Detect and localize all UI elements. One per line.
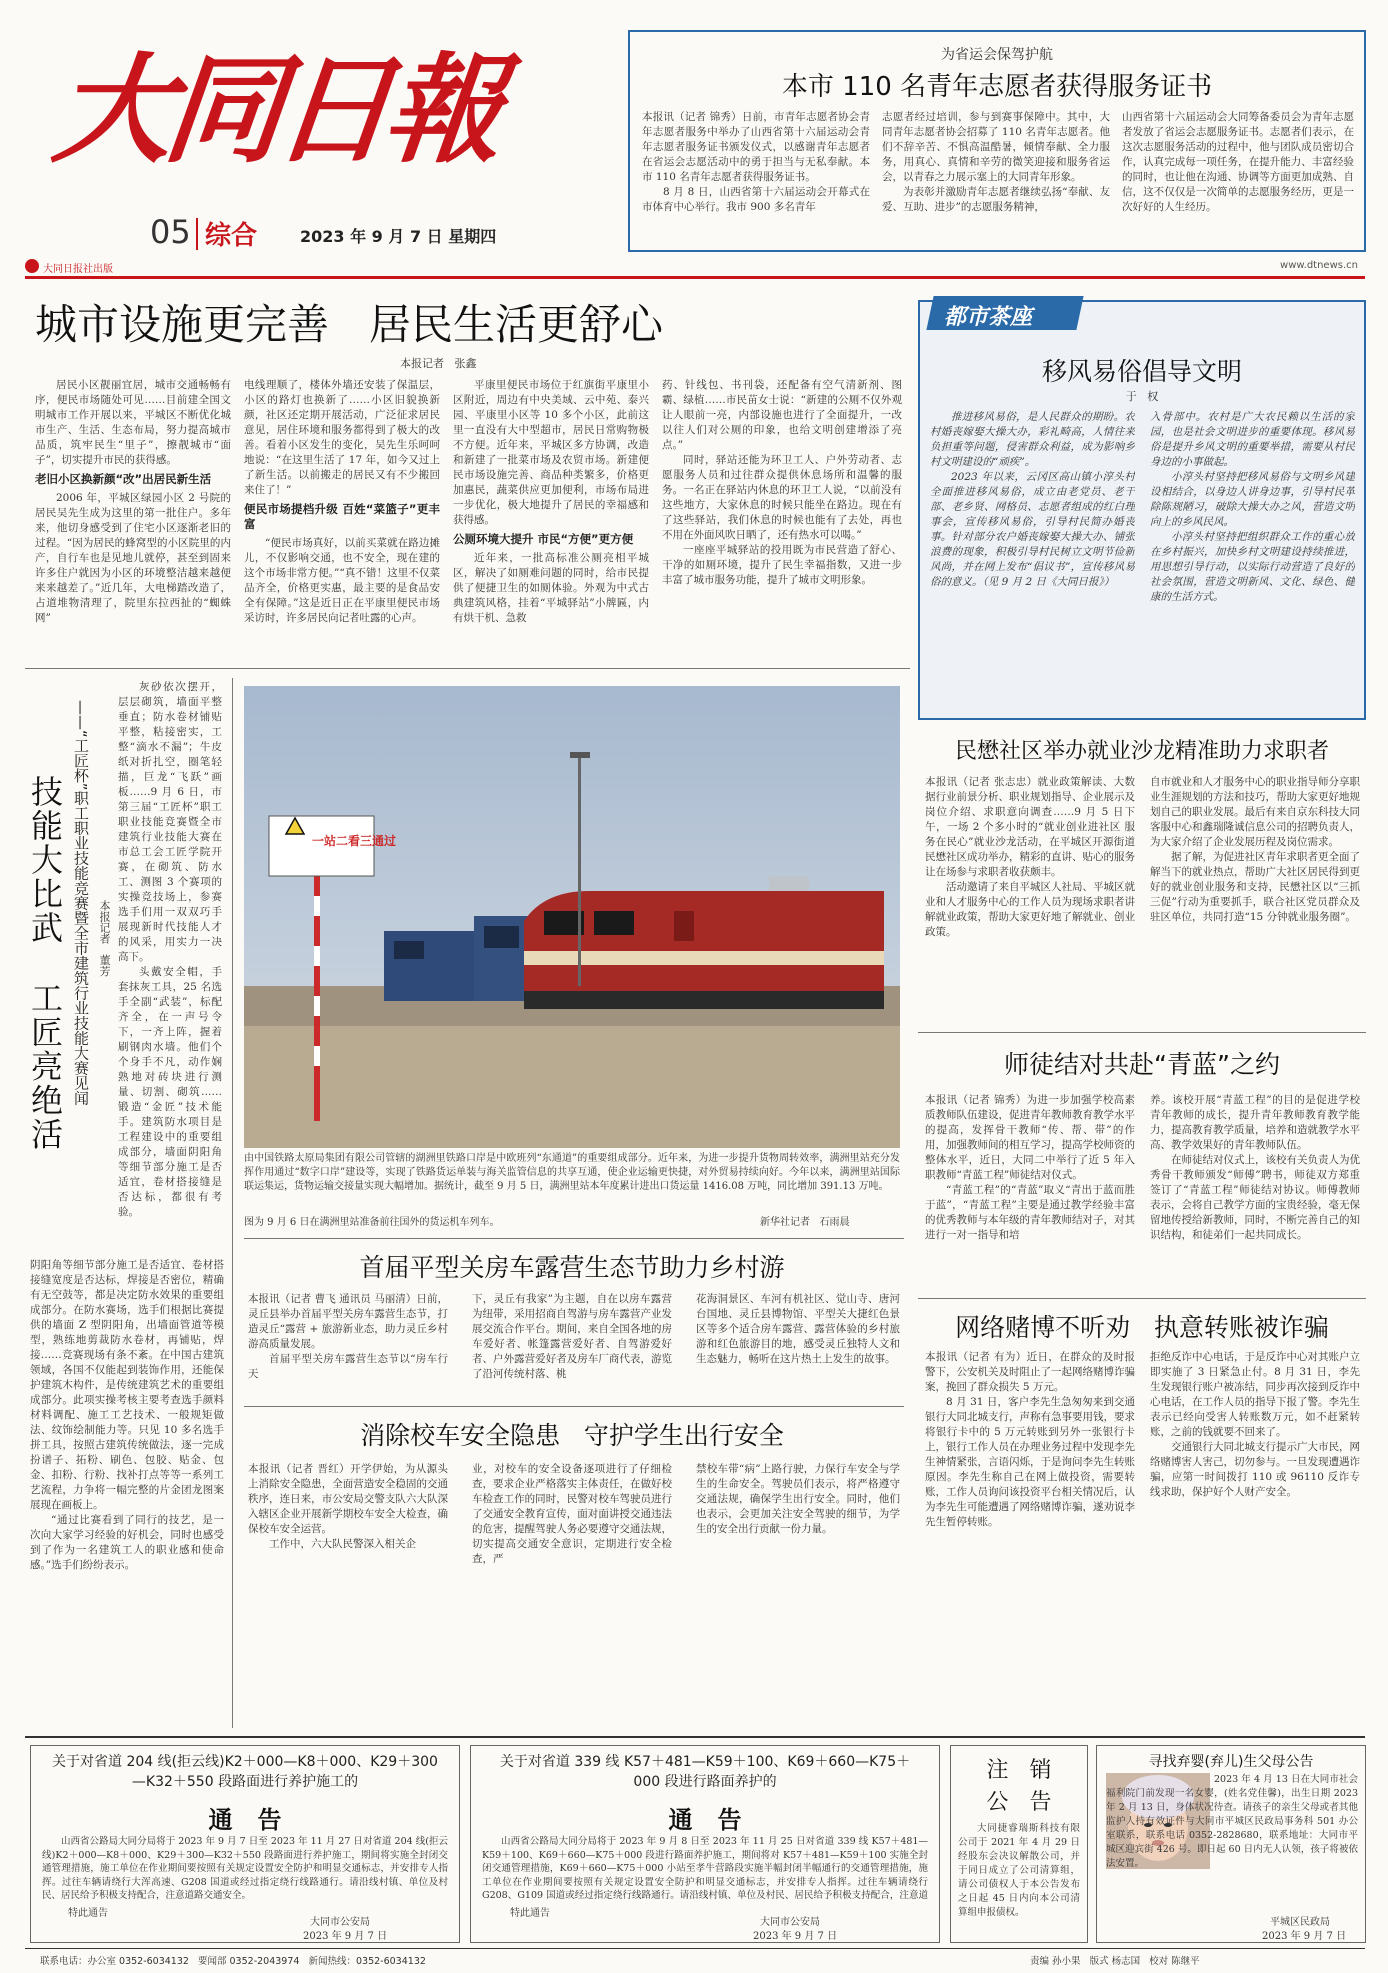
notice-cancel-title: 注 销 [986, 1758, 1052, 1783]
bus-safety-col1-p1: 本报讯（记者 晋红）开学伊始，为从源头上消除安全隐患，全面营造安全稳固的交通秩序，连日来，市公安局交警支队六大队深入辖区企业开展新学期校车安全大检查，确保校车安全运营。 [248, 1463, 448, 1535]
mentor-col2-p2: 在师徒结对仪式上，该校有关负责人为优秀骨干教师颁发“师傅”聘书，师徒双方郑重签订了“青蓝工程”师徒结对协议。师傅教师表示，会将自己教学方面的宝贵经验，毫无保留地传授给新教师，同时，不断完善自己的知识结构，和徒弟们一起共同成长。 [1150, 1154, 1360, 1241]
notice-adoption-title: 寻找弃婴(弃儿)生父母公告 [1148, 1754, 1314, 1770]
photo-credit: 新华社记者 石雨晨 [760, 1217, 850, 1228]
mentor-headline: 师徒结对共赴“青蓝”之约 [1004, 1050, 1280, 1079]
mentor-bottom-rule [918, 1298, 1366, 1299]
mentor-col1-p2: “青蓝工程”的“青蓝”取义“青出于蓝而胜于蓝”，“青蓝工程”主要是通过教学经验丰富的优秀教师与本年级的青年教师结对子，对其进行一对一指导和培 [925, 1184, 1135, 1241]
main-col2 [244, 378, 440, 663]
footer-editors: 责编 孙小果 版式 杨志国 校对 陈继平 [1030, 1956, 1200, 1967]
civil-headline: 移风易俗倡导文明 [1041, 357, 1242, 386]
main-col4-p1: 药、针线包、书刊袋，还配备有空气清新剂、图霸、绿植……市民苗女士说：“新建的公厕不仅外观让人眼前一亮，内部设施也进行了全面提升，一改以往人们对公厕的印象，也给文明创建增添了亮点。” [662, 379, 902, 451]
fraud-col1 [925, 1350, 1135, 1722]
top-story-col1 [642, 110, 870, 242]
publisher-icon [25, 259, 39, 273]
mentor-col1-p1: 本报讯（记者 锦秀）为进一步加强学校高素质教师队伍建设，促进青年教师教育教学水平的提高，发挥骨干教师“传、帮、带”的作用，加强教师间的相互学习，提高学校师资的整体水平，近日，大同二中举行了近 5 年入职教师“青蓝工程”师徒结对仪式。 [925, 1094, 1135, 1181]
jobs-col2-p2: 据了解，为促进社区青年求职者更全面了解当下的就业热点，帮助广大社区居民得到更好的就业创业服务和支持，民懋社区以“三抓三促”行动为重要抓手，联合社区党员群众及驻区单位，共同打造“15 分钟就业服务圈”。 [1150, 851, 1360, 923]
top-story-col1-p2: 8 月 8 日，山西省第十六届运动会开幕式在市体育中心举行。我市 900 多名青年 [642, 186, 870, 213]
masthead-logo-text: 大同日報 [47, 40, 503, 179]
main-headline: 城市设施更完善 居民生活更舒心 [35, 300, 664, 349]
top-story-col2-p2: 为表彰并激励青年志愿者继续弘扬“奉献、友爱、互助、进步”的志愿服务精神， [882, 186, 1110, 213]
notice-adoption-date: 2023 年 9 月 7 日 [1262, 1931, 1347, 1942]
main-col4-p2: 同时，驿站还能为环卫工人、户外劳动者、志愿服务人员和过往群众提供休息场所和温馨的服务。一名正在驿站内休息的环卫工人说，“以前没有这些地方，大家休息的时候只能坐在路边。现在有了这些驿站，我们休息的时候也能有了去处，再也不用在外面风吹日晒了，还有热水可以喝。” [662, 454, 902, 541]
vertical-col1-p1: 灰砂依次摆开，层层砌筑，墙面平整垂直；防水卷材铺贴平整，粘接密实，工整“滴水不漏”；牛皮纸对折扎空，圈笔轻描，巨龙“飞跃”画板……9 月 6 日，市第三届“工匠杯”职工职业技能竞赛暨全市建筑行业技能大赛在市总工会工匠学院开赛，在砌筑、防水工、测图 3 个赛项的实操竞技场上，参赛选手们用一双双巧手展现新时代技能人才的风采，用实力一决高下。 [118, 681, 222, 963]
bus-safety-col2: 业，对校车的安全设备逐项进行了仔细检查，要求企业严格落实主体责任，在做好校车检查工作的同时，民警对校车驾驶员进行了交通安全教育宣传，面对面讲授交通违法的危害，提醒驾驶人务必要遵守交通法规，切实提高交通安全意识，定期进行安全检查，严 [472, 1463, 672, 1565]
civil-col2-p1: 入骨部中。农村是广大农民赖以生活的家园，也是社会文明进步的重要体现。移风易俗是提升乡风文明的重要举措，需要从村民身边的小事做起。 [1150, 411, 1355, 468]
page-number-divider [196, 218, 198, 250]
warning-sign-text: 一站二看三通过 [312, 834, 397, 848]
vertical-col2-p2: “通过比赛看到了同行的技艺，是一次向大家学习经验的好机会，同时也感受到了作为一名建筑工人的职业感和使命感。”选手们纷纷表示。 [30, 1514, 224, 1571]
notice-339-date: 2023 年 9 月 7 日 [753, 1931, 838, 1942]
top-story-headline: 本市 110 名青年志愿者获得服务证书 [781, 72, 1213, 102]
notice-adoption-signer: 平城区民政局 [1270, 1917, 1330, 1928]
fraud-headline: 网络赌博不听劝 执意转账被诈骗 [955, 1313, 1329, 1342]
top-story-col2-p1: 志愿者经过培训，参与到赛事保障中。其中，大同青年志愿者协会招募了 110 名青年志愿者。他们不辞辛苦、不惧高温酷暑，倾情奉献、全力服务，用真心、真情和辛劳的微笑迎接和服务省运会，以青春之力展示塞上的大同青年形象。 [882, 111, 1110, 183]
masthead-rule-red [25, 276, 1365, 279]
civil-col1-p1: 推进移风易俗，是人民群众的期盼。农村婚丧嫁娶大操大办，彩礼畸高，人情往来负担重等问题，侵害群众利益，成为影响乡村文明建设的“顽疾”。 [930, 411, 1135, 468]
main-subhead-2: 便民市场提档升级 百姓“菜篮子”更丰富 [244, 502, 440, 531]
vertical-subtitle: ——“工匠杯”职工职业技能竞赛暨全市建筑行业技能大赛见闻 [72, 700, 90, 1106]
section-name: 综合 [205, 221, 258, 251]
notice-339-label: 通 告 [668, 1806, 742, 1834]
vertical-col2-p1: 阴阳角等细节部分施工是否适宜、卷材搭接缝宽度是否达标，焊接是否密位，精确有无空鼓等，都是决定防水效果的重要组成部分。在防水赛场，选手们根据比赛提供的墙面 Z 型阴阳角，出墙面管道等模型，熟练地剪裁防水卷材，再铺贴，焊接……竞赛现场有条不紊。在中国古建筑领域，各国不仅能起到装饰作用，还能保护建筑木构件，是传统建筑艺术的重要组成部分。此项实操考核主要考查选手颜料材料调配、施工工艺技术、一般规矩做法、纹饰绘制能力等。只见 10 多名选手拼工具，按照古建筑传统做法，逐一完成扮谱子、拓粉、刷色、包胶、贴金、包金、扣粉、行粉、找补打点等等一系列工艺流程，力争将一幅完整的片金团龙图案展现在画板上。 [30, 1259, 224, 1511]
notice-339-signer: 大同市公安局 [760, 1917, 820, 1928]
vertical-col1-p2: 头戴安全帽，手套抹灰工具，25 名选手全副“武装”，标配齐全，在一声号令下，一齐上阵，握着刷钢肉水墙。他们个个身手不凡，动作娴熟地对砖块进行测量、切割、砌筑……锻造“金匠”技术能手。建筑防水项目是工程建设中的重要组成部分，墙面阴阳角等细节部分施工是否适宜，卷材搭接缝是否达标，都很有考验。 [118, 966, 222, 1218]
main-subhead-1: 老旧小区换新颜“改”出居民新生活 [35, 472, 212, 486]
fraud-col1-p2: 8 月 31 日，客户李先生急匆匆来到交通银行大同北城支行，声称有急事要用钱，要求将银行卡中的 5 万元转账到另外一张银行卡上，银行工作人员在办理业务过程中发现李先生神情紧张，言语闪烁，于是询问李先生转账原因。李先生称自己在网上做投资，需要转账，工作人员询问该投资平台相关情况后，认为李先生可能遭遇了网络赌博诈骗，遂劝说李先生暂停转账。 [925, 1396, 1135, 1528]
jobs-col1-p1: 本报讯（记者 张志忠）就业政策解读、大数据行业前景分析、职业规划指导、企业展示及岗位介绍、求职意向调查……9 月 5 日下午，一场 2 个多小时的“就业创业进社区 服务在民心”就业沙龙活动，在平城区开源街道民懋社区成功举办，精彩的直讲、贴心的服务让在场参与求职者收获颇丰。 [925, 776, 1135, 878]
notice-204-date: 2023 年 9 月 7 日 [303, 1931, 388, 1942]
vertical-byline: 本报记者 董芳 [98, 900, 111, 977]
main-col1-p2: 2006 年，平城区绿园小区 2 号院的居民吴先生成为这里的第一批住户。多年来，他切身感受到了住宅小区逐渐老旧的过程。“因为居民的蜂窝型的小区院里的内产，自行车也是见地儿就停，甚至到固来许多住户就因为小区的环境整洁越来越便来来越差了。”近几年，大电梯踏改造了，占道堆物清理了，院里东拉西扯的“蜘蛛网” [35, 492, 231, 624]
camping-headline: 首届平型关房车露营生态节助力乡村游 [359, 1253, 785, 1282]
main-col4-p3: 一座座平城驿站的投用既为市民营造了舒心、干净的如厕环境，提升了民生幸福指数，又进一步丰富了城市服务功能，提升了城市文明形象。 [662, 544, 902, 586]
main-col3-p1: 平康里便民市场位于红旗街平康里小区附近，周边有中央美域、云中苑、泰兴园、平康里小区等 10 多个小区，此前这里一直没有大中型超市，居民日常购物极不方便。近年来，平城区多方协调，改造和新建了一批菜市场及农贸市场。新建便民市场设施完善、商品种类繁多，价格更加惠民，蔬菜供应更加便利，市场布局进一步优化，极大地提升了居民的幸福感和获得感。 [453, 379, 649, 526]
publisher-label: 大同日报社出版 [43, 264, 113, 275]
bus-safety-col1-p2: 工作中，六大队民警深入相关企 [269, 1538, 416, 1550]
main-subhead-3: 公厕环境大提升 市民“方便”更方便 [453, 532, 634, 546]
bus-safety-col3: 禁校车带“病”上路行驶，力保行车安全与学生的生命安全。驾驶员们表示，将严格遵守交通法规，确保学生出行安全。同时，他们也表示，会更加关注安全驾驶的细节，为学生的安全出行贡献一份力量。 [696, 1463, 900, 1535]
issue-date: 2023 年 9 月 7 日 星期四 [300, 227, 497, 246]
top-story-kicker: 为省运会保驾护航 [941, 47, 1053, 63]
main-col1-p1: 居民小区靓丽宜居，城市交通畅畅有序，便民市场随处可见……目前建全国文明城市工作开展以来，平城区不断优化城市生产、生活、生态布局，努力提高城市品质，筑牢民生“里子”，擦靓城市“面子”，切实提升市民的获得感。 [35, 379, 231, 466]
civil-col1-p2: 2023 年以来，云冈区高山镇小淳头村全面推进移风易俗，成立由老党员、老干部、老乡贤、网格员、志愿者组成的红白理事会，宣传移风易俗，引导村民简办婚丧事。针对部分农户婚丧嫁娶大操大办、铺张浪费的现象，积极引导村民树立文明节俭新风尚，并在网上发布“倡议书”，宣传移风易俗的意义。（见 9 月 2 日《大同日报》） [930, 471, 1135, 588]
notice-339-closing: 特此通告 [510, 1908, 550, 1919]
main-col4 [662, 378, 902, 663]
bus-safety-headline: 消除校车安全隐患 守护学生出行安全 [360, 1421, 784, 1450]
top-story-col2 [882, 110, 1110, 242]
top-story-col1-p1: 本报讯（记者 锦秀）日前，市青年志愿者协会青年志愿者服务中举办了山西省第十六届运动会青年志愿者服务证书颁发仪式，以感谢青年志愿者在省运会志愿活动中的勇于担当与无私奉献。本市 110 名青年志愿者获得服务证书。 [642, 111, 870, 183]
notice-204-label: 通 告 [208, 1806, 282, 1834]
notice-339-title: 关于对省道 339 线 K57＋481—K59＋100、K69＋660—K75＋000 段进行路面养护的 [499, 1754, 911, 1790]
vertical-title: 技能大比武 工匠亮绝活 [26, 775, 64, 1152]
camping-col1-p2: 首届平型关房车露营生态节以“房车行天 [248, 1353, 448, 1380]
notices-top-rule [25, 1736, 1365, 1738]
camping-bottom-rule [244, 1406, 904, 1407]
civil-byline: 于 权 [1125, 390, 1159, 403]
notice-cancel-body: 大同捷睿瑞斯科技有限公司于 2021 年 4 月 29 日经股东会决议解散公司，并于同日成立了公司清算组，请公司债权人于本公告发布之日起 45 日内向本公司清算组申报债权。 [958, 1823, 1080, 1918]
main-col3 [453, 378, 649, 663]
sidebar-badge-text: 都市茶座 [944, 305, 1033, 330]
mentor-col2-p1: 养。该校开展“青蓝工程”的目的是促进学校青年教师的成长，提升青年教师教育教学能力，提高教育教学质量，培养和造就教学水平高、教学效果好的青年教师队伍。 [1150, 1094, 1360, 1151]
fraud-col1-p1: 本报讯（记者 有为）近日，在群众的及时报警下，公安机关及时阻止了一起网络赌博诈骗案，挽回了群众损失 5 万元。 [925, 1351, 1135, 1393]
fraud-col2-p2: 交通银行大同北城支行提示广大市民，网络赌博害人害己，切勿参与。一旦发现遭遇诈骗，应第一时间拨打 110 或 96110 反诈专线求助，保护好个人财产安全。 [1150, 1441, 1360, 1498]
notice-339-body: 山西省公路局大同分局将于 2023 年 9 月 8 日至 2023 年 11 月 25 日对省道 339 线 K57＋481—K59＋100、K69＋660—K75＋000 段进行路面养护施工，期间将对 K57＋481—K59＋100 实施全封闭交通管理措施，K69＋660—K75＋000 小站至孝牛营路段实施半幅封闭半幅通行的交通管理措施，施工单位在作业期间要按照有关规定设置安全防护和明显交通标志，并安排专人指挥。过往车辆请绕行 G208、G109 国道或经过指定绕行线路通行。请沿线村镇、单位及村民、居民给予积极支持配合，注意道 [482, 1836, 928, 1901]
main-col2-p2: “便民市场真好，以前买菜就在路边摊儿，不仅影响交通，也不安全，现在建的这个市场非常方便。”“真不错！这里不仅菜品齐全，价格更实惠，最主要的是食品安全有保障。”这是近日正在平康里便民市场采访时，许多居民向记者吐露的心声。 [244, 537, 440, 624]
main-col1 [35, 378, 231, 663]
website: www.dtnews.cn [1280, 260, 1358, 271]
mentor-col2 [1150, 1093, 1360, 1293]
notice-204-title: 关于对省道 204 线(拒云线)K2＋000—K8＋000、K29＋300—K32＋550 段路面进行养护施工的 [52, 1754, 438, 1790]
train-photo-illustration [244, 686, 900, 1148]
footer-rule [25, 1948, 1365, 1949]
civil-col1 [930, 410, 1135, 710]
photo-caption [244, 1152, 900, 1214]
main-col2-p1: 电线理顺了，楼体外墙还安装了保温层，小区的路灯也换新了……小区旧貌换新颜，社区还定期开展活动，广泛征求居民意见，居住环境和服务都得到了极大的改善。看着小区发生的变化，吴先生乐呵呵地说：“在这里生活了 17 年，如今又过上了新生活。以前搬走的居民又有不少搬回来住了！” [244, 379, 440, 496]
photo-caption-2: 图为 9 月 6 日在满洲里站准备前往国外的货运机车列车。 [244, 1217, 500, 1228]
notice-adoption-body: 2023 年 4 月 13 日在大同市社会福利院门前发现一名女婴，(姓名党佳馨)，出生日期 2023 年 2 月 13 日，身体状况待查。请孩子的亲生父母或者其他监护人持有效证件与大同市平城区民政局事务科 501 办公室联系，联系电话 0352-2828680，联系地址：大同市平城区迎宾街 426 号。即日起 60 日内无人认领，孩子将被依法安置。 [1106, 1774, 1358, 1869]
jobs-col1 [925, 775, 1135, 1025]
vertical-divider [232, 678, 233, 1728]
main-byline: 本报记者 张鑫 [400, 357, 477, 370]
civil-col2 [1150, 410, 1355, 710]
camping-col1 [248, 1292, 448, 1402]
camping-col3: 花海洞景区、车河有机社区、觉山寺、唐河台国地、灵丘县博物馆、平型关大捷红色景区等多个适合房车露营、露营体验的乡村旅游和红色旅游目的地，感受灵丘独特人文和生态魅力，畅听在这片热土上发生的故事。 [696, 1293, 900, 1365]
notice-204-signer: 大同市公安局 [310, 1917, 370, 1928]
civil-col2-p2: 小淳头村坚持把移风易俗与文明乡风建设相结合，以身边人讲身边事，引导村民革除陈规陋习，破除大操大办之风，营造文明向上的乡风民风。 [1150, 471, 1355, 528]
jobs-bottom-rule [918, 1032, 1366, 1033]
photo-bottom-rule [244, 1238, 904, 1239]
jobs-col1-p2: 活动邀请了来自平城区人社局、平城区就业和人才服务中心的工作人员为现场求职者讲解就业政策，帮助大家更好地了解就业、创业政策。 [925, 881, 1135, 938]
vertical-col2 [30, 1258, 224, 1723]
bus-safety-col1 [248, 1462, 448, 1724]
main-article-bottom-rule [25, 668, 910, 669]
camping-col1-p1: 本报讯（记者 曹飞 通讯员 马丽清）日前，灵丘县举办首届平型关房车露营生态节，打造灵丘“露营 + 旅游新业态，助力灵丘乡村游高质量发展。 [248, 1293, 448, 1350]
top-story-col3: 山西省第十六届运动会大同筹备委员会为青年志愿者发放了省运会志愿服务证书。志愿者们表示，在这次志愿服务活动的过程中，他与团队成员密切合作，认真完成每一项任务，在提升能力、丰富经验的同时，也让他在沟通、协调等方面更加成熟、自信，这不仅仅是一次简单的志愿服务经历，更是一次好好的人生经历。 [1122, 111, 1354, 213]
jobs-col2 [1150, 775, 1360, 1025]
vertical-col1 [118, 680, 222, 1252]
notice-204-body: 山西省公路局大同分局将于 2023 年 9 月 7 日至 2023 年 11 月 27 日对省道 204 线(拒云线)K2＋000—K8＋000、K29＋300—K32＋550 段路面进行养护施工，期间将实施全封闭交通管理措施，施工单位在作业期间要按照有关规定设置安全防护和明显交通标志，并安排专人指挥。过往车辆请绕行大浑高速、G208 国道或经过指定绕行线路通行。请沿线村镇、单位及村民、居民给予积极支持配合，注意道路交通安全。 [42, 1836, 448, 1901]
notice-204-closing: 特此通告 [68, 1908, 108, 1919]
masthead-logo [47, 35, 575, 185]
warning-sign-post [314, 861, 320, 1121]
train-photo [244, 686, 900, 1148]
footer-contacts: 联系电话：办公室 0352-6034132 要闻部 0352-2043974 新闻热线：0352-6034132 [40, 1956, 426, 1967]
fraud-col2-p1: 拒绝反诈中心电话，于是反诈中心对其账户立即实施了 3 日紧急止付。8 月 31 日，李先生发现银行账户被冻结，同步再次接到反诈中心电话，在工作人员的指导下报了警。李先生表示已经向受害人转账数万元，如不赶紧转账，之前的钱就要不回来了。 [1150, 1351, 1360, 1438]
main-col3-p2: 近年来，一批高标准公厕亮相平城区，解决了如厕难问题的同时，给市民提供了便捷卫生的如厕体验。外观为中式古典建筑风格，挂着“平城驿站”小牌匾，内有烘干机、急救 [453, 552, 649, 624]
jobs-col2-p1: 自市就业和人才服务中心的职业指导师分享职业生涯规划的方法和技巧，帮助大家更好地规划自己的职业发展。最后有来自京东科技大同客服中心和鑫瑞隆诚信息公司的招聘负责人，为大家介绍了企业发展历程及岗位需求。 [1150, 776, 1360, 848]
jobs-headline: 民懋社区举办就业沙龙精准助力求职者 [954, 739, 1329, 764]
civil-col2-p3: 小淳头村坚持把组织群众工作的重心放在乡村振兴，加快乡村文明建设持续推进，用思想引导行动，以实际行动营造了良好的社会氛围，营造文明新风、文化、绿色、健康的生活方式。 [1150, 531, 1355, 603]
photo-caption-text: 由中国铁路太原局集团有限公司管辖的湖洲里铁路口岸是中欧班列“东通道”的重要组成部分。近年来，为进一步提升货物周转效率，满洲里站充分发挥作用通过“数字口岸”建设等，实现了铁路货运单装与海关监管信息的共享互通，使企业运输更快捷，对外贸易持续向好。今年以来，满洲里站国际联运集运，货物运输交接量实现大幅增加。据统计，截至 9 月 5 日，满洲里站本年度累计进出口货运量 1416.08 万吨，同比增加 391.13 万吨。 [244, 1153, 900, 1192]
camping-col2: 下，灵丘有我家”为主题，自在以房车露营为纽带，采用招商自驾游与房车露营产业发展交流合作平台。期间，来自全国各地的房车爱好者、帐篷露营爱好者、自驾游爱好者、户外露营爱好者及房车厂商代表，游览了沿河传统村落、桃 [472, 1293, 672, 1380]
page-number: 05 [150, 213, 191, 251]
mentor-col1 [925, 1093, 1135, 1293]
notice-cancel-label: 公 告 [986, 1790, 1052, 1815]
fraud-col2 [1150, 1350, 1360, 1722]
